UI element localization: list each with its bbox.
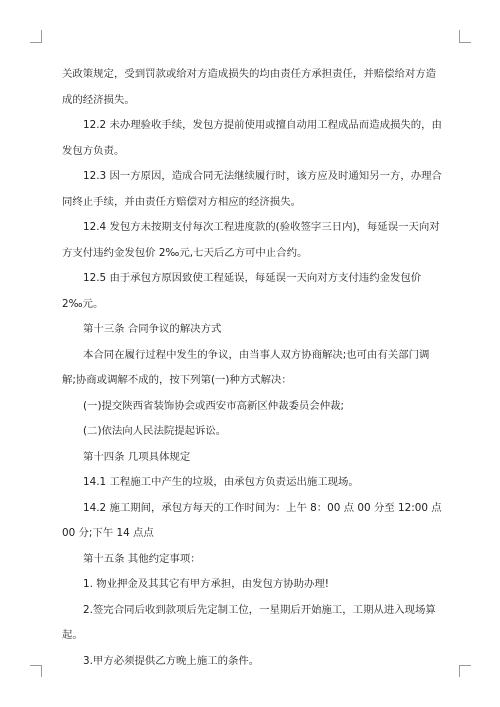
paragraph-12-2: 12.2 未办理验收手续，发包方提前使用或擅自动用工程成品而造成损失的，由发包方负责。 <box>62 119 442 157</box>
paragraph-12-4: 12.4 发包方未按期支付每次工程进度款的(验收签字三日内)，每延误一天向对方支付违约金发包价 2‰元,七天后乙方可中止合约。 <box>62 221 440 259</box>
paragraph-14-1: 14.1 工程施工中产生的垃圾，由承包方负责运出施工现场。 <box>83 476 359 488</box>
document-body <box>62 62 442 674</box>
heading-article-13: 第十三条 合同争议的解决方式 <box>83 323 222 335</box>
heading-article-15: 第十五条 其他约定事项： <box>83 552 201 565</box>
paragraph-12-5: 12.5 由于承包方原因致使工程延误，每延误一天向对方支付违约金发包价 2‰元。 <box>62 272 422 310</box>
paragraph-15-3: 3.甲方必须提供乙方晚上施工的条件。 <box>83 654 260 667</box>
crop-mark-bottom-left-v <box>41 665 42 677</box>
paragraph-dispute: 本合同在履行过程中发生的争议，由当事人双方协商解决;也可由有关部门调解;协商或调解不成的，按下列第(一)种方式解决： <box>62 348 430 386</box>
paragraph-15-1: 1. 物业押金及其其它有甲方承担，由发包方协助办理! <box>83 578 329 590</box>
heading-article-14: 第十四条 几项具体规定 <box>83 450 191 463</box>
paragraph-15-2: 2.签完合同后收到款项后先定制工位，一星期后开始施工，工期从进入现场算起。 <box>62 603 436 641</box>
crop-mark-bottom-right-h <box>459 665 471 666</box>
paragraph-continued: 关政策规定，受到罚款或给对方造成损失的均由责任方承担责任，并赔偿给对方造成的经济损失。 <box>62 68 437 106</box>
paragraph-12-3: 12.3 因一方原因，造成合同无法继续履行时，该方应及时通知另一方，办理合同终止手续，并由责任方赔偿对方相应的经济损失。 <box>62 170 442 208</box>
crop-mark-top-left-v <box>41 30 42 42</box>
paragraph-option-1: (一)提交陕西省装饰协会或西安市高新区仲裁委员会仲裁; <box>83 399 344 412</box>
crop-mark-bottom-right-v <box>459 665 460 677</box>
paragraph-14-2: 14.2 施工期间，承包方每天的工作时间为：上午 8：00 点 00 分至 12:00 点 00 分;下午 14 点点 <box>62 501 442 539</box>
paragraph-option-2: (二)依法向人民法院提起诉讼。 <box>83 425 227 437</box>
crop-mark-top-left-h <box>30 42 42 43</box>
crop-mark-top-right-v <box>459 30 460 42</box>
crop-mark-top-right-h <box>459 42 471 43</box>
